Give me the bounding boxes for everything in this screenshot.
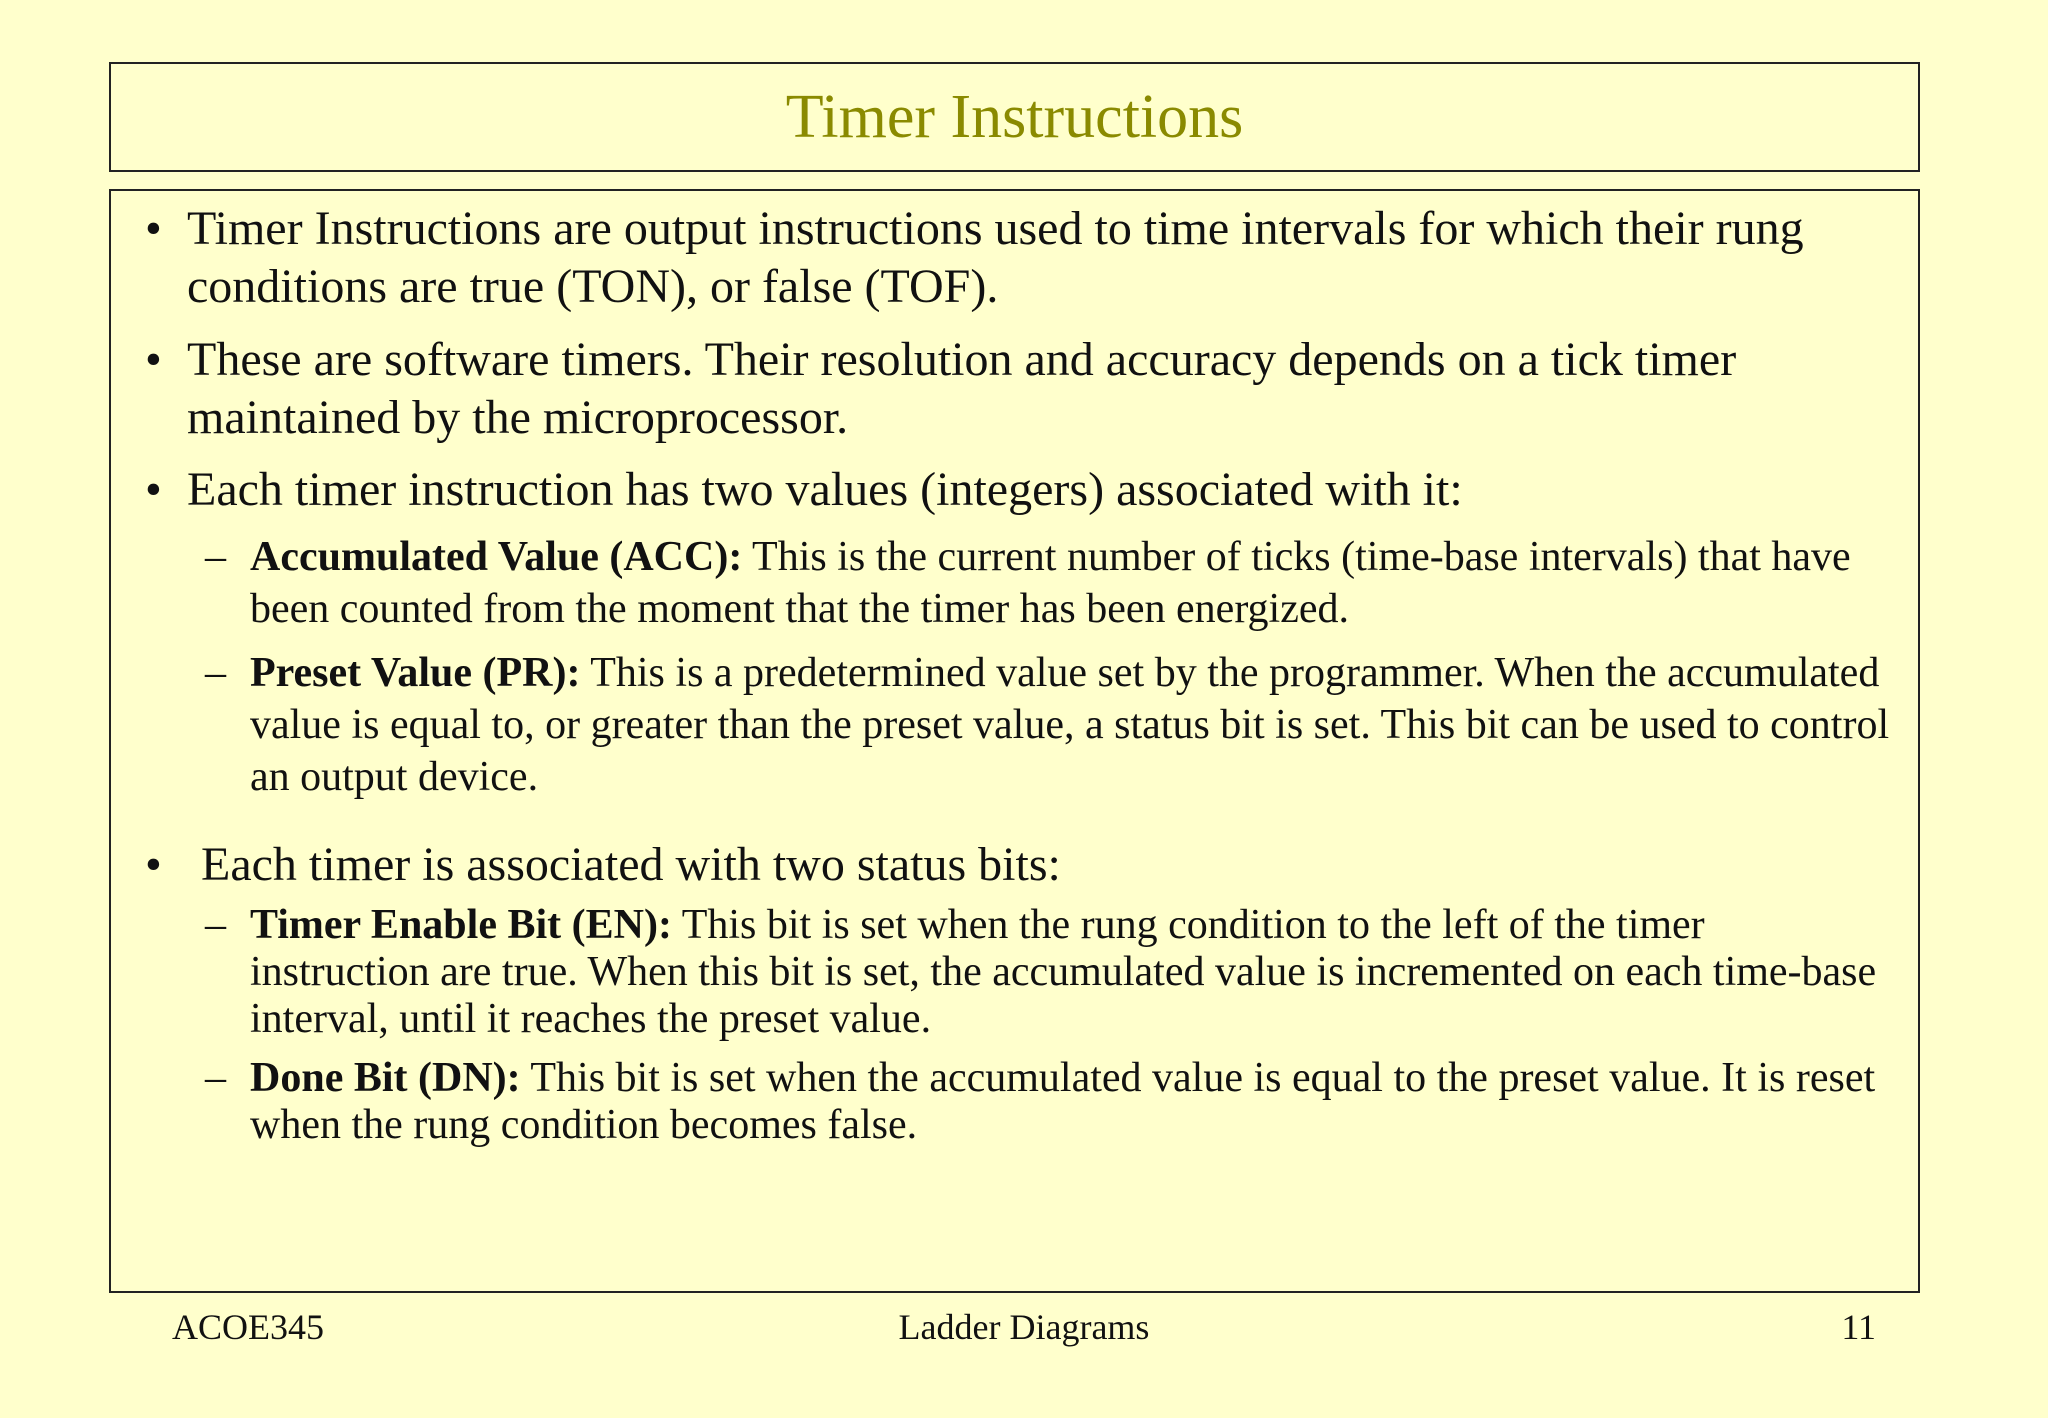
term-label: Accumulated Value (ACC): xyxy=(250,534,743,580)
dash-glyph: – xyxy=(205,650,226,696)
footer-course: ACOE345 xyxy=(172,1307,324,1347)
sub-item-timer-enable-bit xyxy=(205,902,1894,1043)
bullet-item xyxy=(129,836,1908,894)
bullet-item xyxy=(129,331,1908,447)
bullet-dot: • xyxy=(145,333,162,386)
term-description: This is the current number of ticks (time-base intervals) that have been counted from the moment that the timer has been energized. xyxy=(250,534,1851,632)
bullet-item xyxy=(129,200,1908,316)
bullet-dot: • xyxy=(145,463,162,516)
term-label: Preset Value (PR): xyxy=(250,650,581,696)
slide-title: Timer Instructions xyxy=(785,83,1244,151)
bullet-text: Timer Instructions are output instructions used to time intervals for which their rung conditions are true (TON), or false (TOF). xyxy=(187,202,1804,313)
dash-glyph: – xyxy=(205,902,226,948)
sub-item-text xyxy=(250,1055,1894,1149)
term-label: Timer Enable Bit (EN): xyxy=(250,902,672,948)
footer-topic: Ladder Diagrams xyxy=(898,1307,1150,1347)
bullet-item xyxy=(129,461,1908,519)
term-description: This bit is set when the accumulated value is equal to the preset value. It is reset when the rung condition becomes false. xyxy=(250,1055,1876,1148)
term-description: This bit is set when the rung condition to the left of the timer instruction are true. When this bit is set, the accumulated value is incremented on each time-base interval, until it reaches the preset value. xyxy=(250,902,1877,1042)
footer-page-number: 11 xyxy=(1841,1307,1876,1347)
sub-item-text xyxy=(250,531,1894,635)
content-frame xyxy=(109,189,1920,1293)
bullet-text: Each timer is associated with two status bits: xyxy=(201,838,1061,891)
sub-item-done-bit xyxy=(205,1055,1894,1149)
title-frame xyxy=(109,62,1920,172)
bullet-dot: • xyxy=(145,202,162,255)
sub-item-accumulated-value xyxy=(205,531,1894,635)
term-label: Done Bit (DN): xyxy=(250,1055,521,1101)
term-description: This is a predetermined value set by the programmer. When the accumulated value is equal to, or greater than the preset value, a status bit is set. This bit can be used to control an output device. xyxy=(250,650,1890,800)
dash-glyph: – xyxy=(205,534,226,580)
sub-item-text xyxy=(250,647,1894,803)
bullet-dot: • xyxy=(145,838,162,891)
bullet-text: Each timer instruction has two values (integers) associated with it: xyxy=(187,463,1463,516)
dash-glyph: – xyxy=(205,1055,226,1101)
sub-item-preset-value xyxy=(205,647,1894,803)
sub-item-text xyxy=(250,902,1894,1043)
bullet-text: These are software timers. Their resolution and accuracy depends on a tick timer maintained by the microprocessor. xyxy=(187,333,1737,444)
